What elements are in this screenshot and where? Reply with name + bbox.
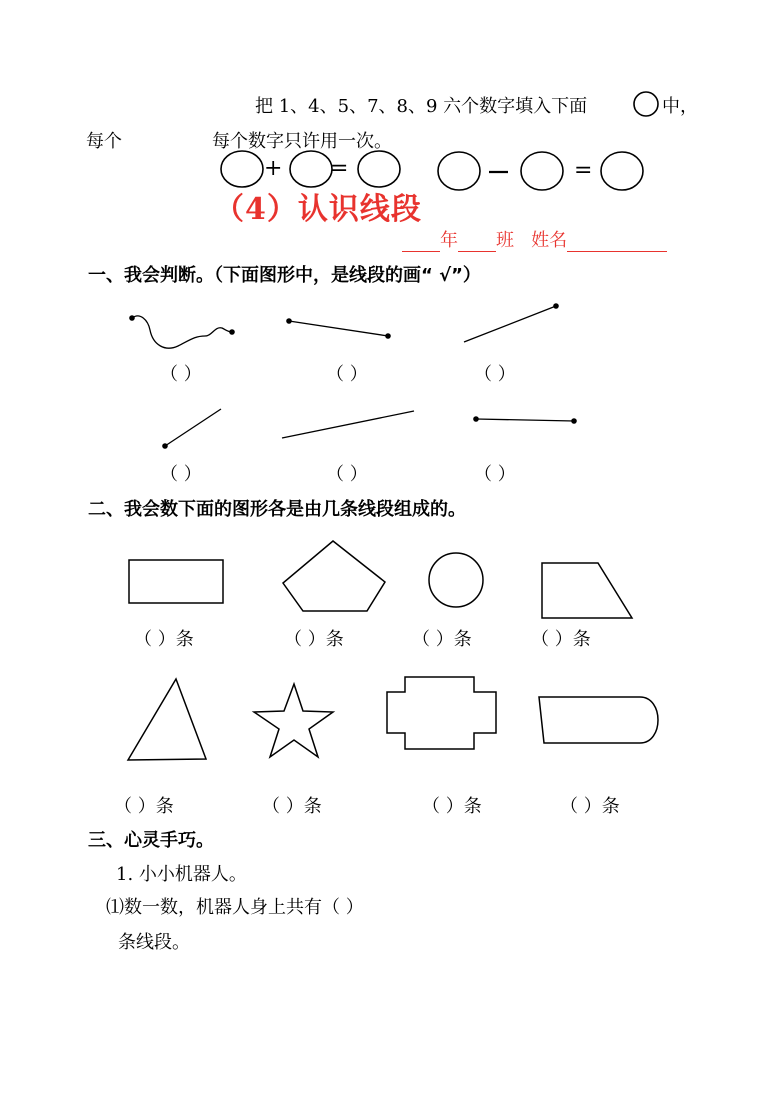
figure-segment [286,318,391,339]
answer-circle[interactable] [358,151,400,187]
triangle-shape [128,679,206,760]
section-1-heading: 一、我会判断。（下面图形中，是线段的画“ √”） [88,265,481,286]
star-shape [254,684,333,757]
question-1: ⑴数一数，机器人身上共有（ ） [106,897,364,918]
circle-shape [429,553,483,607]
count-answer[interactable]: （ ）条 [412,629,472,650]
figure-curve [129,315,235,348]
answer-circle[interactable] [221,151,263,187]
year-blank[interactable] [402,233,440,252]
section-2-heading: 二、我会数下面的图形各是由几条线段组成的。 [88,499,466,520]
intro-line-1-end: 中， [662,96,698,117]
judge-blank[interactable]: （ ） [326,464,368,485]
answer-circle[interactable] [290,151,332,187]
item-1: 1. 小小机器人。 [116,864,247,885]
student-info [402,226,667,252]
judge-blank[interactable]: （ ） [474,464,516,485]
judge-blank[interactable]: （ ） [160,464,202,485]
class-label: 班 [496,230,514,251]
answer-circle[interactable] [634,92,658,116]
section-3-heading: 三、心灵手巧。 [88,830,214,851]
figure-line [282,411,414,438]
count-answer[interactable]: （ ）条 [134,629,194,650]
plus-sign: + [264,156,283,181]
name-label: 姓名 [531,230,568,251]
count-answer[interactable]: （ ）条 [560,796,620,817]
equals-sign: = [330,156,349,181]
count-answer[interactable]: （ ）条 [262,796,322,817]
figure-ray [464,303,559,342]
cross-shape [387,677,496,749]
class-blank[interactable] [458,233,496,252]
count-answer[interactable]: （ ）条 [422,796,482,817]
answer-circle[interactable] [438,152,480,190]
answer-circle[interactable] [601,152,643,190]
rounded-end-shape [539,697,658,743]
figure-ray [162,409,221,449]
year-label: 年 [440,230,458,251]
intro-line-2-left: 每个 [86,131,122,152]
answer-circle[interactable] [521,152,563,190]
judge-blank[interactable]: （ ） [160,364,202,385]
question-1-continued: 条线段。 [118,932,190,953]
judge-blank[interactable]: （ ） [326,364,368,385]
trapezoid-shape [542,563,632,618]
count-answer[interactable]: （ ）条 [531,629,591,650]
intro-text: 把 1、4、5、7、8、9 六个数字填入下面 [255,96,588,117]
rectangle-shape [129,560,223,603]
figure-segment [473,416,577,424]
intro-line-2: 每个数字只许用一次。 [212,131,392,152]
count-answer[interactable]: （ ）条 [114,796,174,817]
count-answer[interactable]: （ ）条 [284,629,344,650]
page-title: （4）认识线段 [214,192,422,227]
pentagon-shape [283,541,385,611]
equals-sign: = [574,158,593,183]
judge-blank[interactable]: （ ） [474,364,516,385]
name-blank[interactable] [567,233,667,252]
